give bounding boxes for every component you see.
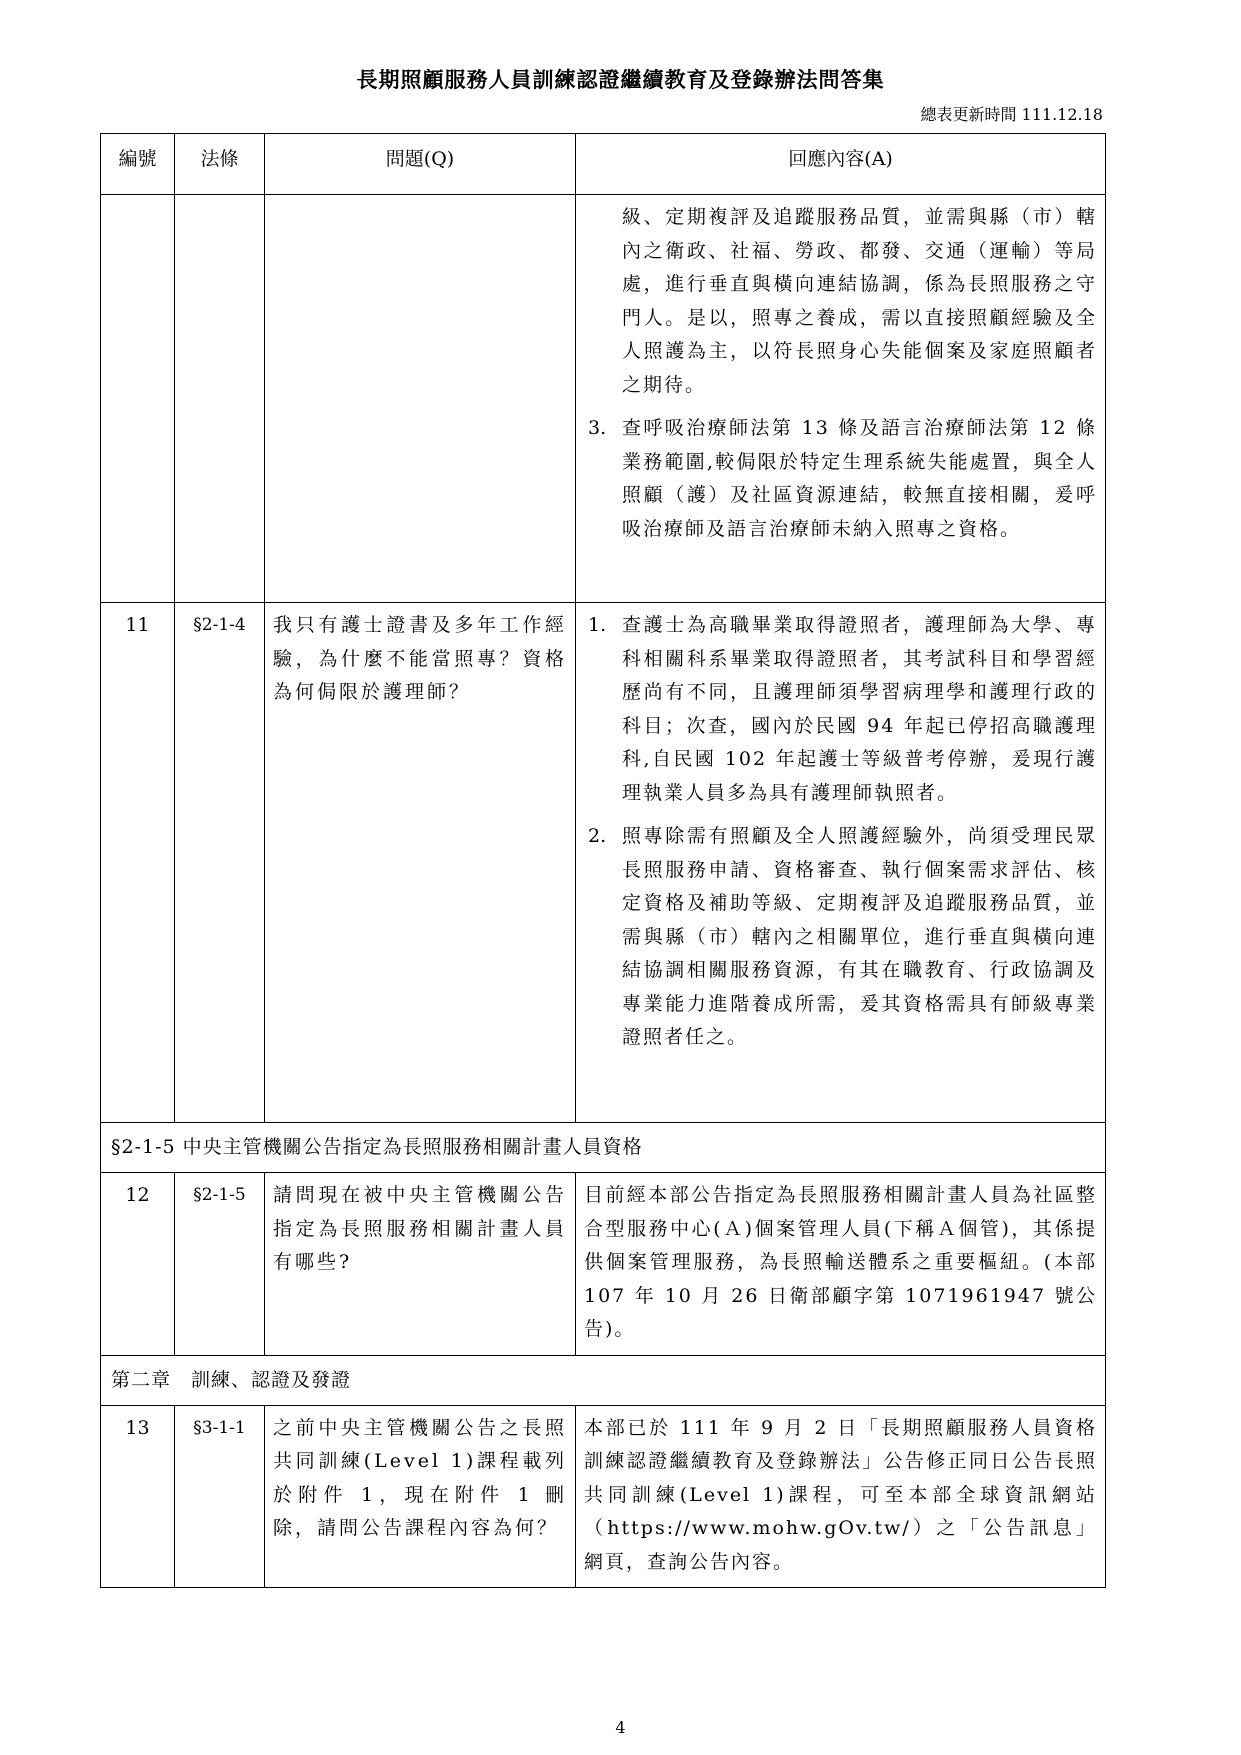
answer-item-text: 查呼吸治療師法第 13 條及語言治療師法第 12 條業務範圍,較侷限於特定生理系統失能處置，與全人照顧（護）及社區資源連結，較無直接相關，爰呼吸治療師及語言治療師未納入照專之資格。 [622,417,1097,540]
answer-item [584,201,1097,402]
cell-question: 我只有護士證書及多年工作經驗，為什麼不能當照專？資格為何侷限於護理師？ [265,603,576,1123]
cell-law [175,195,265,603]
header-law: 法條 [175,134,265,195]
answer-item [584,820,1097,1055]
cell-law: §3-1-1 [175,1405,265,1588]
cell-no: 12 [101,1173,175,1356]
answer-item-number: 2. [588,825,607,847]
cell-question [265,195,576,603]
cell-answer [576,603,1106,1123]
cell-answer: 目前經本部公告指定為長照服務相關計畫人員為社區整合型服務中心(Ａ)個案管理人員(下稱Ａ個管)，其係提供個案管理服務，為長照輸送體系之重要樞紐。(本部 107 年 10 月 26 日衛部顧字第 1071961947 號公告)。 [576,1173,1106,1356]
update-time: 總表更新時間 111.12.18 [920,105,1103,124]
cell-no: 11 [101,603,175,1123]
table-row-11 [101,603,1106,1123]
section-row [101,1123,1106,1173]
section-heading: §2-1-5 中央主管機關公告指定為長照服務相關計畫人員資格 [101,1123,1106,1173]
header-answer: 回應內容(A) [576,134,1106,195]
cell-question: 請問現在被中央主管機關公告指定為長照服務相關計畫人員有哪些? [265,1173,576,1356]
answer-item-text: 照專除需有照顧及全人照護經驗外，尚須受理民眾長照服務申請、資格審查、執行個案需求評估、核定資格及補助等級、定期複評及追蹤服務品質，並需與縣（市）轄內之相關單位，進行垂直與橫向連結協調相關服務資源，有其在職教育、行政協調及專業能力進階養成所需，爰其資格需具有師級專業證照者任之。 [622,825,1097,1048]
cell-no: 13 [101,1405,175,1588]
cell-law: §2-1-4 [175,603,265,1123]
section-heading: 第二章 訓練、認證及發證 [101,1355,1106,1405]
cell-question: 之前中央主管機關公告之長照共同訓練(Level 1)課程載列於附件 1，現在附件 1 刪除，請問公告課程內容為何？ [265,1405,576,1588]
section-row [101,1355,1106,1405]
table-header-row [101,134,1106,195]
table-row-continued [101,195,1106,603]
table-row-13 [101,1405,1106,1588]
answer-item [584,609,1097,810]
header-no: 編號 [101,134,175,195]
header-question: 問題(Q) [265,134,576,195]
answer-item [584,412,1097,546]
answer-item-text: 級、定期複評及追蹤服務品質，並需與縣（市）轄內之衛政、社福、勞政、都發、交通（運輸）等局處，進行垂直與橫向連結協調，係為長照服務之守門人。是以，照專之養成，需以直接照顧經驗及全人照護為主，以符長照身心失能個案及家庭照顧者之期待。 [622,206,1097,396]
document-title: 長期照顧服務人員訓練認證繼續教育及登錄辦法問答集 [356,67,885,92]
table-row-12 [101,1173,1106,1356]
answer-item-number: 1. [588,614,607,636]
cell-answer: 本部已於 111 年 9 月 2 日「長期照顧服務人員資格訓練認證繼續教育及登錄辦法」公告修正同日公告長照共同訓練(Level 1)課程，可至本部全球資訊網站（https://www.mohw.gOv.tw/）之「公告訊息」網頁，查詢公告內容。 [576,1405,1106,1588]
page-number: 4 [615,1718,626,1737]
answer-item-number: 3. [588,417,607,439]
qa-table [100,133,1106,1588]
cell-law: §2-1-5 [175,1173,265,1356]
answer-item-text: 查護士為高職畢業取得證照者，護理師為大學、專科相關科系畢業取得證照者，其考試科目和學習經歷尚有不同，且護理師須學習病理學和護理行政的科目；次查，國內於民國 94 年起已停招高職護理科,自民國 102 年起護士等級普考停辦，爰現行護理執業人員多為具有護理師執照者。 [622,614,1097,804]
cell-no [101,195,175,603]
cell-answer [576,195,1106,603]
